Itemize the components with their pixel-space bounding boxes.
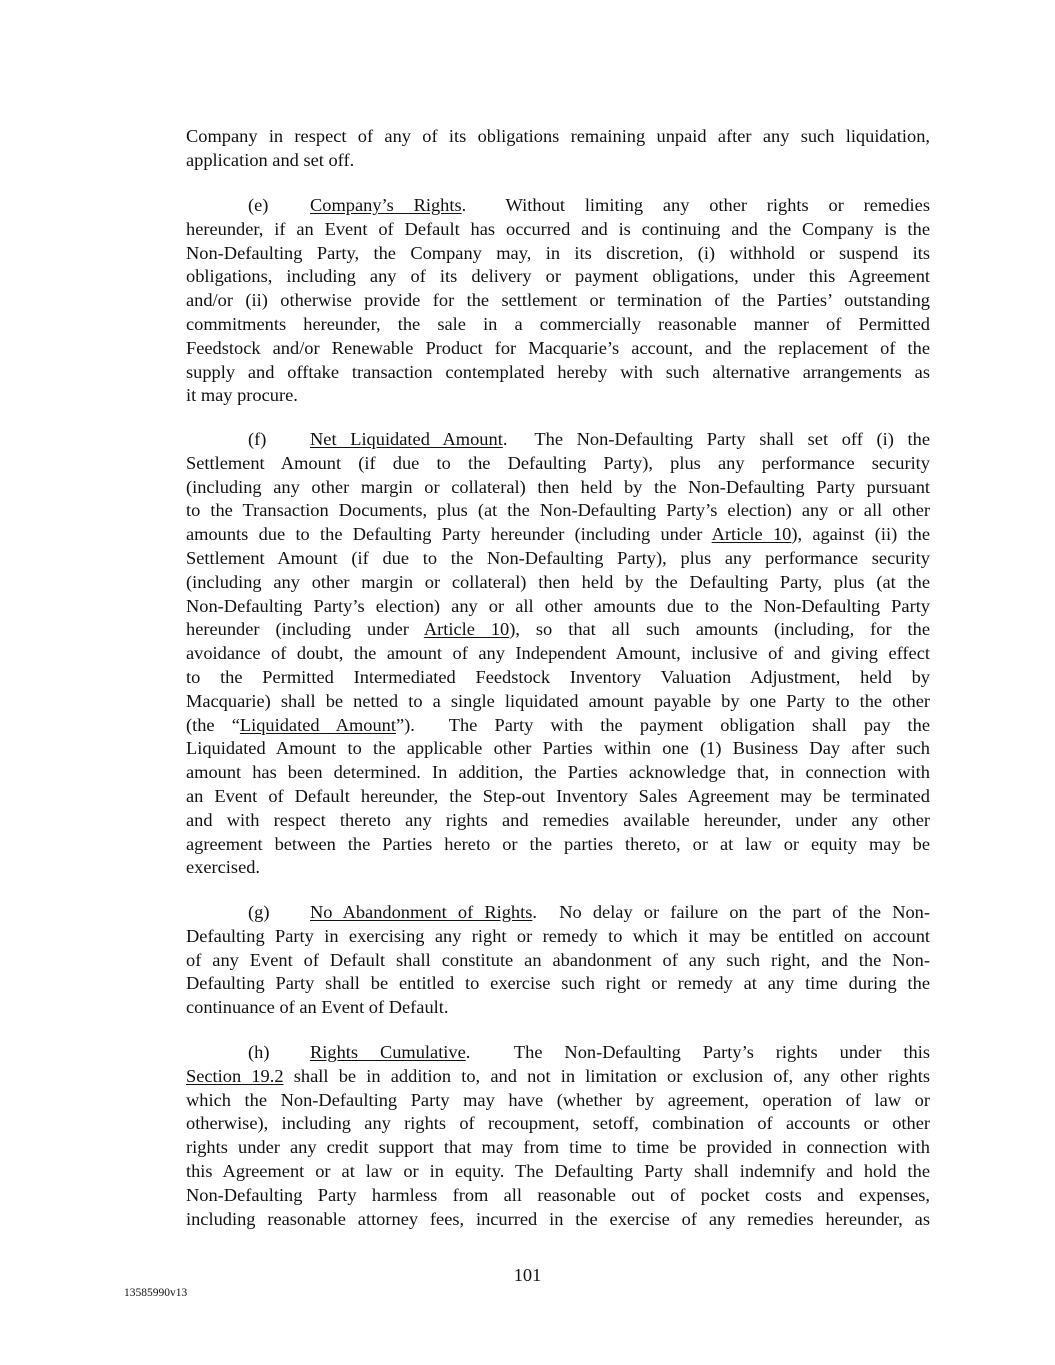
text-run: . The Non-Defaulting Party’s rights under this bbox=[465, 1042, 930, 1062]
text-run: amounts due to the Defaulting Party hereunder (including under bbox=[186, 524, 712, 545]
text-line: Liquidated Amount to the applicable other Parties within one (1) Business Day after such bbox=[186, 738, 930, 759]
text-line: Defaulting Party in exercising any right or remedy to which it may be entitled on account bbox=[186, 925, 930, 946]
section-e bbox=[186, 194, 930, 408]
text-run: ”). The Party with the payment obligation shall pay the bbox=[395, 714, 930, 735]
section-first-line bbox=[186, 428, 930, 452]
text-line: to the Permitted Intermediated Feedstock Inventory Valuation Adjustment, held by bbox=[186, 666, 930, 687]
defined-term: Liquidated Amount bbox=[239, 714, 396, 735]
section-h bbox=[186, 1041, 930, 1231]
text-line: application and set off. bbox=[186, 149, 355, 170]
text-run: shall be in addition to, and not in limitation or exclusion of, any other rights bbox=[283, 1065, 930, 1086]
text-line: agreement between the Parties hereto or the parties thereto, or at law or equity may be bbox=[186, 833, 930, 854]
text-line: Defaulting Party shall be entitled to exercise such right or remedy at any time during the bbox=[186, 973, 930, 994]
text-line: supply and offtake transaction contemplated hereby with such alternative arrangements as bbox=[186, 361, 930, 382]
text-line: and/or (ii) otherwise provide for the settlement or termination of the Parties’ outstanding bbox=[186, 290, 930, 311]
text-line: to the Transaction Documents, plus (at the Non-Defaulting Party’s election) any or all other bbox=[186, 500, 930, 521]
text-line: it may procure. bbox=[186, 385, 298, 406]
text-line bbox=[186, 523, 930, 547]
text-line: (including any other margin or collateral) then held by the Defaulting Party, plus (at the bbox=[186, 571, 930, 592]
text-line: Non-Defaulting Party, the Company may, in its discretion, (i) withhold or suspend its bbox=[186, 242, 930, 263]
section-first-line bbox=[186, 901, 930, 925]
text-line: avoidance of doubt, the amount of any Independent Amount, inclusive of and giving effect bbox=[186, 643, 930, 664]
text-line: exercised. bbox=[186, 857, 261, 878]
section-heading: No Abandonment of Rights bbox=[310, 902, 533, 922]
text-line: Feedstock and/or Renewable Product for Macquarie’s account, and the replacement of the bbox=[186, 337, 930, 358]
text-line: Company in respect of any of its obligations remaining unpaid after any such liquidation, bbox=[186, 126, 930, 146]
article-10-link[interactable]: Article 10 bbox=[711, 524, 792, 545]
text-run: hereunder (including under bbox=[186, 619, 424, 640]
text-line: rights under any credit support that may from time to time be provided in connection with bbox=[186, 1137, 930, 1158]
text-line: which the Non-Defaulting Party may have (whether by agreement, operation of law or bbox=[186, 1089, 930, 1110]
section-label: (f) bbox=[248, 429, 267, 449]
text-run: (the “ bbox=[186, 714, 240, 735]
text-line bbox=[186, 714, 930, 738]
text-line: Non-Defaulting Party’s election) any or all other amounts due to the Non-Defaulting Party bbox=[186, 595, 930, 616]
text-line: of any Event of Default shall constitute an abandonment of any such right, and the Non- bbox=[186, 949, 930, 970]
text-line: commitments hereunder, the sale in a commercially reasonable manner of Permitted bbox=[186, 313, 930, 334]
text-line: Macquarie) shall be netted to a single liquidated amount payable by one Party to the other bbox=[186, 690, 930, 711]
section-heading: Company’s Rights bbox=[310, 195, 462, 215]
text-line: Non-Defaulting Party harmless from all reasonable out of pocket costs and expenses, bbox=[186, 1184, 930, 1205]
text-line: amount has been determined. In addition, the Parties acknowledge that, in connection with bbox=[186, 762, 930, 783]
text-line: Settlement Amount (if due to the Non-Defaulting Party), plus any performance security bbox=[186, 547, 930, 568]
article-10-link[interactable]: Article 10 bbox=[423, 619, 510, 640]
text-run: . No delay or failure on the part of the Non- bbox=[532, 902, 930, 922]
section-label: (g) bbox=[248, 902, 270, 922]
section-label: (h) bbox=[248, 1042, 270, 1062]
section-19-2-link[interactable]: Section 19.2 bbox=[186, 1065, 284, 1086]
text-run: ), against (ii) the bbox=[791, 524, 930, 545]
text-run: . Without limiting any other rights or remedies bbox=[461, 195, 930, 215]
text-run: . The Non-Defaulting Party shall set off (i) the bbox=[502, 429, 930, 449]
text-line bbox=[186, 1065, 930, 1089]
text-line bbox=[186, 618, 930, 642]
section-f bbox=[186, 428, 930, 880]
text-line: and with respect thereto any rights and remedies available hereunder, under any other bbox=[186, 809, 930, 830]
section-label: (e) bbox=[248, 195, 269, 215]
page-number: 101 bbox=[513, 1265, 542, 1285]
text-line: hereunder, if an Event of Default has occurred and is continuing and the Company is the bbox=[186, 218, 930, 239]
section-first-line bbox=[186, 194, 930, 218]
section-heading: Net Liquidated Amount bbox=[310, 429, 503, 449]
section-g bbox=[186, 901, 930, 1020]
text-line: obligations, including any of its delivery or payment obligations, under this Agreement bbox=[186, 266, 930, 287]
text-line: Settlement Amount (if due to the Defaulting Party), plus any performance security bbox=[186, 452, 930, 473]
text-line: an Event of Default hereunder, the Step-out Inventory Sales Agreement may be terminated bbox=[186, 785, 930, 806]
text-line: (including any other margin or collateral) then held by the Non-Defaulting Party pursuant bbox=[186, 476, 930, 497]
continuation-paragraph bbox=[186, 125, 930, 173]
section-first-line bbox=[186, 1041, 930, 1065]
text-line: this Agreement or at law or in equity. The Defaulting Party shall indemnify and hold the bbox=[186, 1160, 930, 1181]
section-heading: Rights Cumulative bbox=[310, 1042, 466, 1062]
text-line: otherwise), including any rights of recoupment, setoff, combination of accounts or other bbox=[186, 1113, 930, 1134]
text-run: ), so that all such amounts (including, for the bbox=[509, 619, 930, 640]
text-line: including reasonable attorney fees, incurred in the exercise of any remedies hereunder, as bbox=[186, 1208, 930, 1229]
text-line: continuance of an Event of Default. bbox=[186, 997, 449, 1018]
document-id: 13585990v13 bbox=[124, 1287, 188, 1299]
